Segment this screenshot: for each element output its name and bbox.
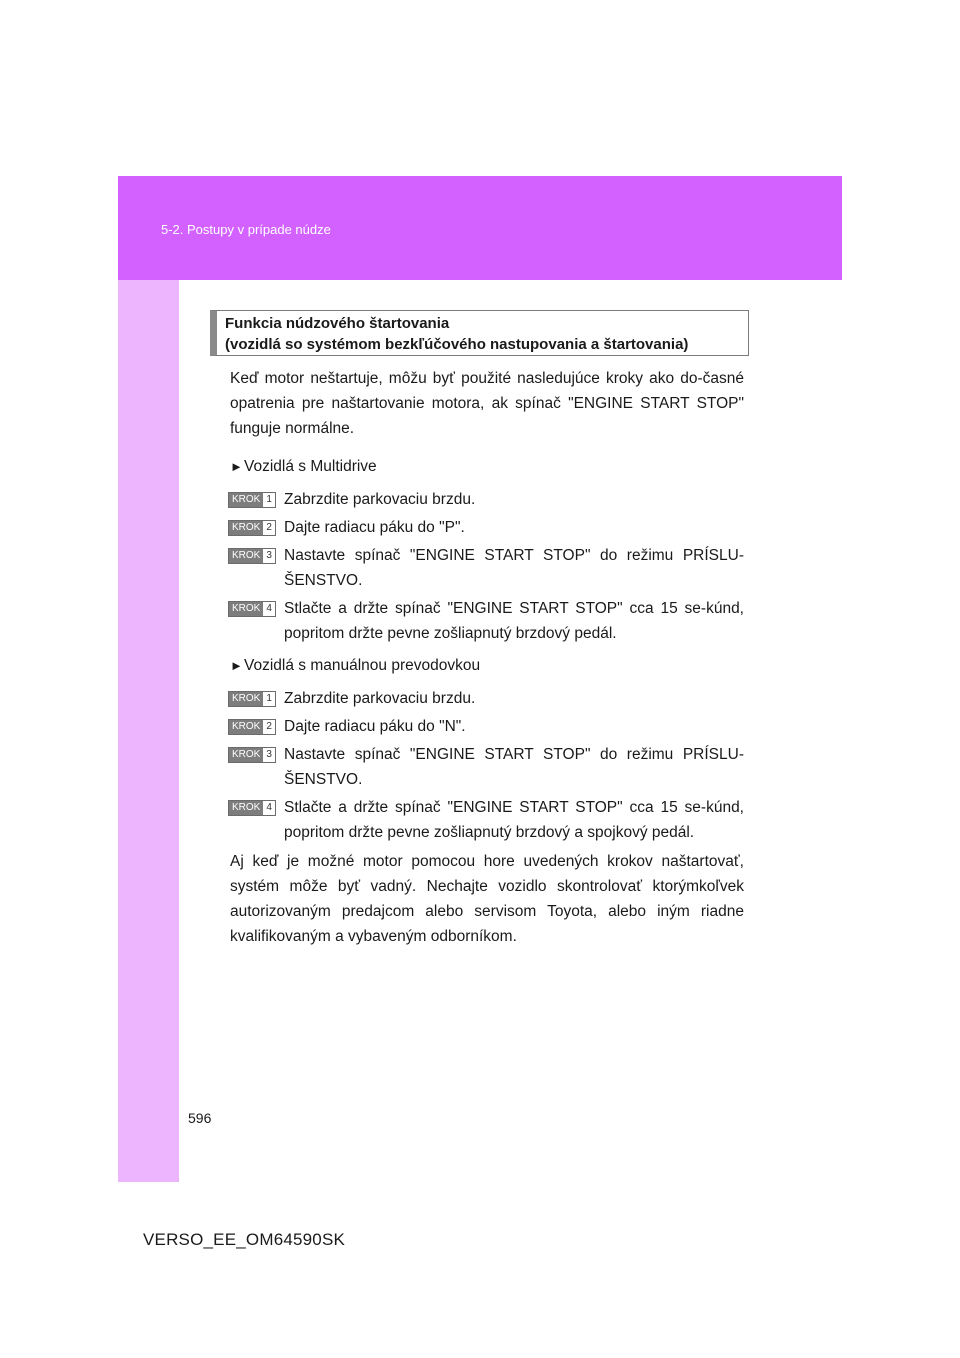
main-content [230, 366, 744, 949]
step-badge-label: KROK [229, 602, 263, 616]
step-text: Stlačte a držte spínač "ENGINE START STOP" cca 15 se-kúnd, popritom držte pevne zošliapnutý brzdový a spojkový pedál. [284, 799, 744, 841]
step-item [230, 487, 744, 512]
step-text: Zabrzdite parkovaciu brzdu. [284, 491, 476, 508]
step-text: Nastavte spínač "ENGINE START STOP" do režimu PRÍSLU-ŠENSTVO. [284, 547, 744, 589]
variant-section-manual [230, 654, 744, 845]
step-badge [228, 548, 276, 564]
section-heading-box [210, 310, 749, 356]
step-item [230, 515, 744, 540]
step-badge-label: KROK [229, 801, 263, 815]
step-item [230, 543, 744, 593]
step-badge-label: KROK [229, 692, 263, 706]
step-badge-number: 1 [263, 493, 275, 507]
step-badge [228, 520, 276, 536]
triangle-arrow-icon: ► [230, 459, 243, 474]
step-badge-label: KROK [229, 720, 263, 734]
step-badge [228, 691, 276, 707]
step-text: Dajte radiacu páku do "P". [284, 519, 465, 536]
step-badge-label: KROK [229, 521, 263, 535]
step-badge-number: 4 [263, 801, 275, 815]
step-badge-label: KROK [229, 493, 263, 507]
triangle-arrow-icon: ► [230, 658, 243, 673]
section-heading-subtitle: (vozidlá so systémom bezkľúčového nastupovania a štartovania) [225, 336, 689, 353]
step-badge-label: KROK [229, 748, 263, 762]
step-item [230, 686, 744, 711]
step-item [230, 795, 744, 845]
step-badge [228, 601, 276, 617]
variant-title: Vozidlá s Multidrive [244, 458, 377, 475]
step-badge [228, 719, 276, 735]
step-badge-number: 3 [263, 748, 275, 762]
document-code: VERSO_EE_OM64590SK [143, 1230, 346, 1249]
variant-heading [230, 455, 744, 479]
step-text: Zabrzdite parkovaciu brzdu. [284, 690, 476, 707]
step-text: Stlačte a držte spínač "ENGINE START STOP" cca 15 se-kúnd, popritom držte pevne zošliapnutý brzdový pedál. [284, 600, 744, 642]
variant-heading [230, 654, 744, 678]
step-text: Dajte radiacu páku do "N". [284, 718, 466, 735]
section-heading-title: Funkcia núdzového štartovania [225, 315, 450, 332]
step-badge-number: 1 [263, 692, 275, 706]
side-strip [118, 280, 179, 1182]
intro-paragraph: Keď motor neštartuje, môžu byť použité nasledujúce kroky ako do-časné opatrenia pre naštartovanie motora, ak spínač "ENGINE START STOP" funguje normálne. [230, 370, 744, 437]
step-badge-number: 3 [263, 549, 275, 563]
step-badge [228, 800, 276, 816]
step-badge [228, 492, 276, 508]
step-badge [228, 747, 276, 763]
step-badge-label: KROK [229, 549, 263, 563]
step-item [230, 596, 744, 646]
page-number: 596 [188, 1110, 212, 1126]
step-item [230, 714, 744, 739]
variant-title: Vozidlá s manuálnou prevodovkou [244, 657, 481, 674]
step-badge-number: 2 [263, 521, 275, 535]
variant-section-multidrive [230, 455, 744, 646]
step-text: Nastavte spínač "ENGINE START STOP" do režimu PRÍSLU-ŠENSTVO. [284, 746, 744, 788]
section-label: 5-2. Postupy v prípade núdze [161, 222, 331, 237]
step-item [230, 742, 744, 792]
step-badge-number: 2 [263, 720, 275, 734]
step-badge-number: 4 [263, 602, 275, 616]
closing-paragraph: Aj keď je možné motor pomocou hore uvedených krokov naštartovať, systém môže byť vadný. Nechajte vozidlo skontrolovať ktorýmkoľvek autorizovaným predajcom alebo servisom Toyota, alebo iným riadne kvalifikovaným a vybaveným odborníkom. [230, 853, 744, 945]
